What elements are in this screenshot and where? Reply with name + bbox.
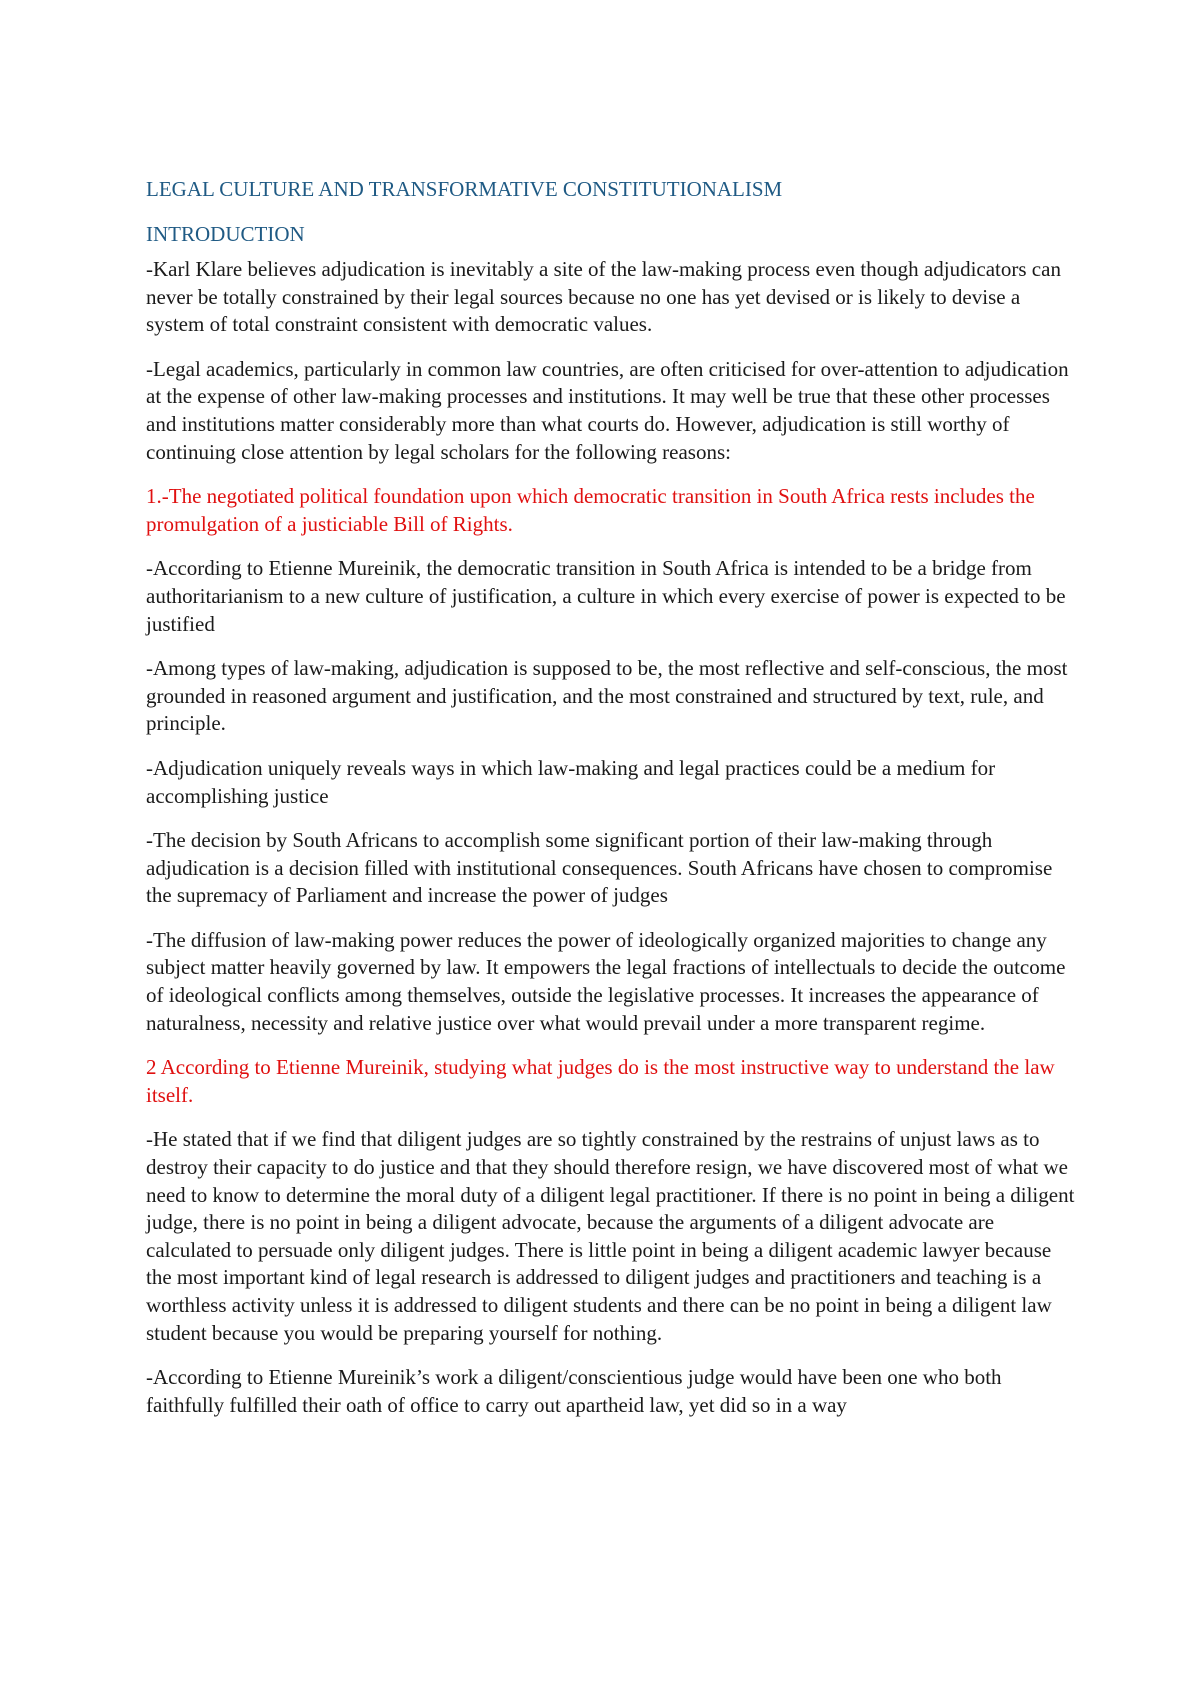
paragraph-diligent-judges: -He stated that if we find that diligent judges are so tightly constrained by the restrains of unjust laws as to destroy their capacity to do justice and that they should therefore resign, we have discovered most of what we need to know to determine the moral duty of a diligent legal practitioner. If there is no point in being a diligent judge, there is no point in being a diligent advocate, because the arguments of a diligent advocate are calculated to persuade only diligent judges. There is little point in being a diligent academic lawyer because the most important kind of legal research is addressed to diligent judges and practitioners and teaching is a worthless activity unless it is addressed to diligent students and there can be no point in being a diligent law student because you would be preparing yourself for nothing.: [146, 1127, 1075, 1345]
paragraph-karl-klare: -Karl Klare believes adjudication is inevitably a site of the law-making process even though adjudicators can never be totally constrained by their legal sources because no one has yet devised or is likely to devise a system of total constraint consistent with democratic values.: [146, 257, 1061, 337]
paragraph-adjudication-justice: -Adjudication uniquely reveals ways in which law-making and legal practices could be a medium for accomplishing justice: [146, 755, 996, 808]
paragraph-types-of-law-making: -Among types of law-making, adjudication is supposed to be, the most reflective and self-conscious, the most grounded in reasoned argument and justification, and the most constrained and structured by text, rule, and principle.: [146, 656, 1068, 736]
section-heading-introduction: INTRODUCTION: [146, 222, 305, 246]
paragraph-south-africans-decision: -The decision by South Africans to accomplish some significant portion of their law-making through adjudication is a decision filled with institutional consequences. South Africans have chosen to compromise the supremacy of Parliament and increase the power of judges: [146, 828, 1053, 908]
paragraph-conscientious-judge: -According to Etienne Mureinik’s work a diligent/conscientious judge would have been one who both faithfully fulfilled their oath of office to carry out apartheid law, yet did so in a way: [146, 1365, 1002, 1417]
paragraph-mureinik-transition: -According to Etienne Mureinik, the democratic transition in South Africa is intended to be a bridge from authoritarianism to a new culture of justification, a culture in which every exercise of power is expected to be justified: [146, 556, 1066, 636]
point-2-heading: 2 According to Etienne Mureinik, studying what judges do is the most instructive way to understand the law itself.: [146, 1055, 1055, 1107]
paragraph-legal-academics: -Legal academics, particularly in common law countries, are often criticised for over-attention to adjudication at the expense of other law-making processes and institutions. It may well be true that these other processes and institutions matter considerably more than what courts do. However, adjudication is still worthy of continuing close attention by legal scholars for the following reasons:: [146, 356, 1069, 464]
document-page: [146, 176, 1076, 1436]
point-1-heading: 1.-The negotiated political foundation upon which democratic transition in South Africa rests includes the promulgation of a justiciable Bill of Rights.: [146, 484, 1035, 536]
document-title: LEGAL CULTURE AND TRANSFORMATIVE CONSTITUTIONALISM: [146, 177, 783, 201]
paragraph-diffusion-of-power: -The diffusion of law-making power reduces the power of ideologically organized majorities to change any subject matter heavily governed by law. It empowers the legal fractions of intellectuals to decide the outcome of ideological conflicts among themselves, outside the legislative processes. It increases the appearance of naturalness, necessity and relative justice over what would prevail under a more transparent regime.: [146, 927, 1066, 1035]
